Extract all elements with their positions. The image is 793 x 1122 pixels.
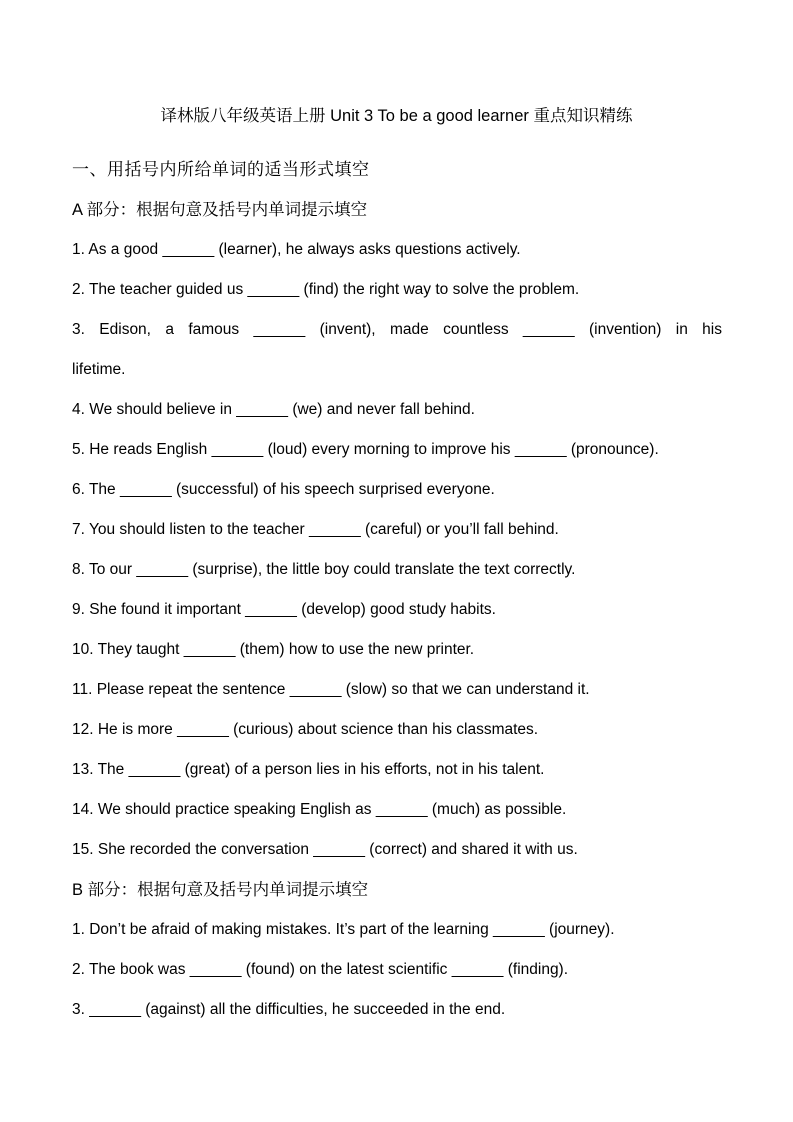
question-a-14: 14. We should practice speaking English as ______ (much) as possible. (72, 801, 567, 818)
question-a-11: 11. Please repeat the sentence ______ (slow) so that we can understand it. (72, 681, 590, 698)
section-one-heading: 一、用括号内所给单词的适当形式填空 (72, 160, 370, 179)
question-a-4: 4. We should believe in ______ (we) and never fall behind. (72, 401, 475, 418)
question-a-6: 6. The ______ (successful) of his speech surprised everyone. (72, 481, 495, 498)
question-a-5: 5. He reads English ______ (loud) every morning to improve his ______ (pronounce). (72, 441, 659, 458)
part-b-label: B 部分：根据句意及括号内单词提示填空 (72, 881, 369, 899)
question-a-9: 9. She found it important ______ (develop) good study habits. (72, 601, 496, 618)
question-a-10: 10. They taught ______ (them) how to use the new printer. (72, 641, 475, 658)
question-a-13: 13. The ______ (great) of a person lies in his efforts, not in his talent. (72, 761, 545, 778)
question-a-2: 2. The teacher guided us ______ (find) the right way to solve the problem. (72, 281, 580, 298)
question-b-3: 3. ______ (against) all the difficulties, he succeeded in the end. (72, 1001, 506, 1018)
question-a-8: 8. To our ______ (surprise), the little boy could translate the text correctly. (72, 561, 576, 578)
document-title: 译林版八年级英语上册 Unit 3 To be a good learner 重点知识精练 (160, 107, 633, 125)
question-b-2: 2. The book was ______ (found) on the latest scientific ______ (finding). (72, 961, 569, 978)
question-a-7: 7. You should listen to the teacher ______ (careful) or you’ll fall behind. (72, 521, 559, 538)
question-a-3: 3. Edison, a famous ______ (invent), made countless ______ (invention) in his (72, 321, 722, 338)
question-b-1: 1. Don’t be afraid of making mistakes. It’s part of the learning ______ (journey). (72, 921, 615, 938)
part-a-label: A 部分：根据句意及括号内单词提示填空 (72, 201, 368, 219)
question-a-12: 12. He is more ______ (curious) about science than his classmates. (72, 721, 539, 738)
question-a-15: 15. She recorded the conversation ______ (correct) and shared it with us. (72, 841, 578, 858)
question-a-1: 1. As a good ______ (learner), he always asks questions actively. (72, 241, 521, 258)
exercise-content (72, 150, 722, 1030)
question-a-3-continued: lifetime. (72, 361, 126, 378)
